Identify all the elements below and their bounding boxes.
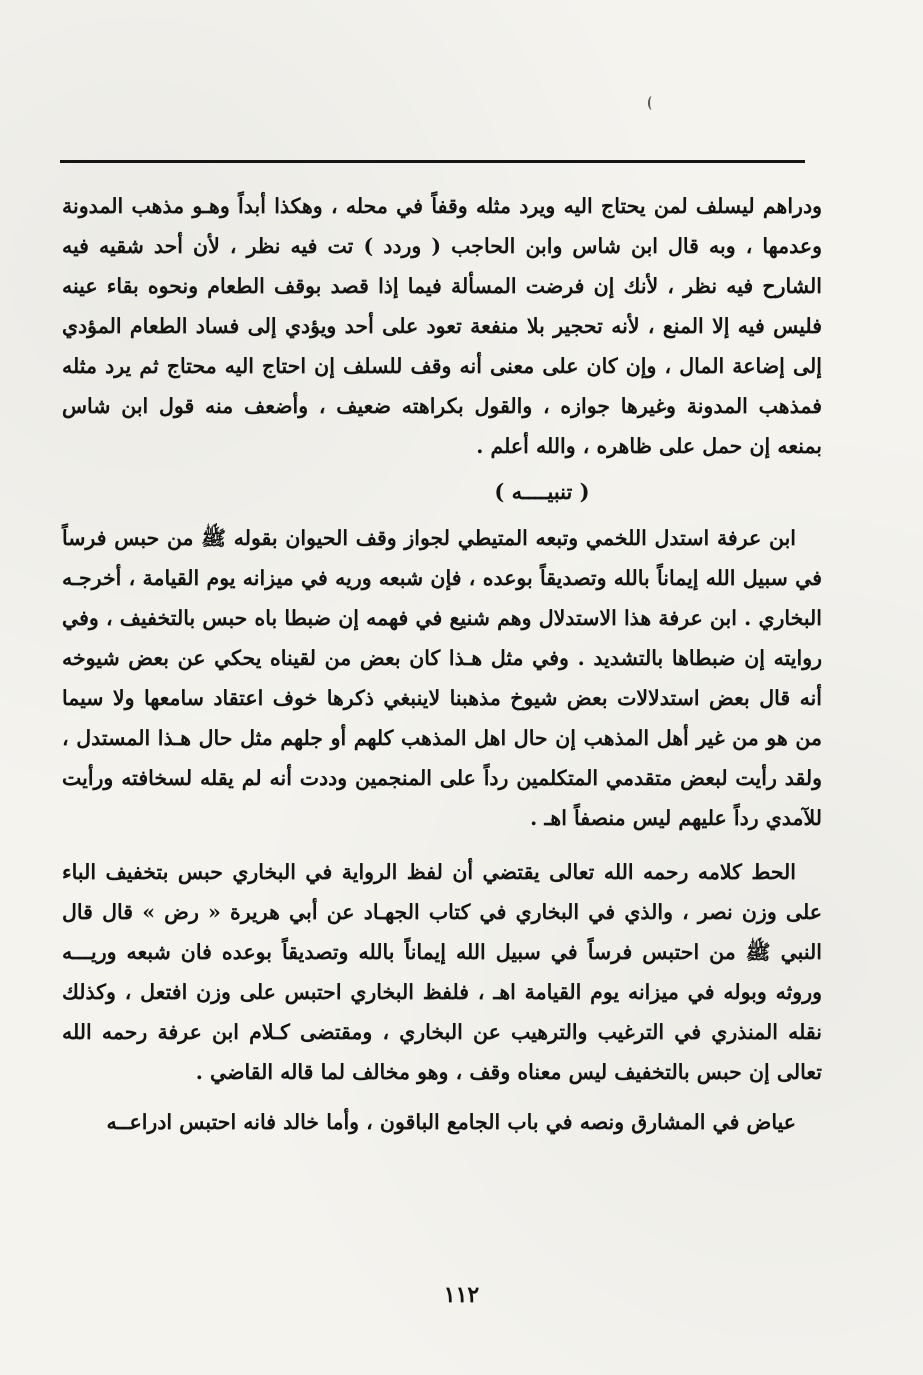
section-heading-tanbih: ( تنبيــــه ) bbox=[494, 479, 590, 504]
paragraph-waqf-dirhams: ودراهم ليسلف لمن يحتاج اليه ويرد مثله وقفاً في محله ، وهكذا أبداً وهـو مذهب المدونة وعدمها ، وبه قال ابن شاس وابن الحاجب ( وردد ) تت فيه نظر ، لأن أحد شقيه فيه الشارح فيه نظر ، لأنك إن فرضت المسألة فيما إذا قصد بوقف الطعام ونحوه بقاء عينه فليس فيه إلا المنع ، لأنه تحجير بلا منفعة تعود على أحد ويؤدي إلى فساد الطعام المؤدي إلى إضاعة المال ، وإن كان على معنى أنه وقف للسلف إن احتاج اليه محتاج ثم يرد مثله فمذهب المدونة وغيرها جوازه ، والقول بكراهته ضعيف ، وأضعف منه قول ابن شاس بمنعه إن حمل على ظاهره ، والله أعلم . bbox=[62, 194, 822, 458]
paragraph-hattab: الحط كلامه رحمه الله تعالى يقتضي أن لفظ الرواية في البخاري حبس بتخفيف الباء على وزن نصر ، والذي في البخاري في كتاب الجهـاد عن أبي هريرة « رض » قال قال النبي ﷺ من احتبس فرساً في سبيل الله إيماناً بالله وتصديقاً بوعده فان شبعه وريـــه وروثه وبوله في ميزانه يوم القيامة اهـ ، فلفظ البخاري احتبس على وزن افتعل ، وكذلك نقله المنذري في الترغيب والترهيب عن البخاري ، ومقتضى كـلام ابن عرفة رحمه الله تعالى إن حبس بالتخفيف ليس معناه وقف ، وهو مخالف لما قاله القاضي . bbox=[62, 860, 822, 1084]
body-text bbox=[62, 186, 822, 1142]
page-number: ١١٢ bbox=[443, 1282, 480, 1308]
paragraph-iyad: عياض في المشارق ونصه في باب الجامع الباقون ، وأما خالد فانه احتبس ادراعــه bbox=[106, 1110, 796, 1134]
paragraph-ibn-arafa: ابن عرفة استدل اللخمي وتبعه المتيطي لجواز وقف الحيوان بقوله ﷺ من حبس فرساً في سبيل الله إيماناً بالله وتصديقاً بوعده ، فإن شبعه وريه في ميزانه يوم القيامة ، أخرجـه البخاري . ابن عرفة هذا الاستدلال وهم شنيع في فهمه إن ضبطا باه حبس بالتخفيف ، وفي روايته إن ضبطاها بالتشديد . وفي مثل هـذا كان بعض من لقيناه يحكي عن بعض شيوخه أنه قال بعض استدلالات بعض شيوخ مذهبنا لاينبغي ذكرها خوف اعتقاد سامعها ولا سيما من هو من غير أهل المذهب إن حال اهل المذهب كلهم أو جلهم مثل حال هـذا المستدل ، ولقد رأيت لبعض متقدمي المتكلمين رداً على المنجمين وددت أنه لم يقله لسخافته ورأيت للآمدي رداً عليهم ليس منصفاً اهـ . bbox=[62, 526, 822, 830]
header-rule bbox=[60, 160, 805, 163]
ink-mark bbox=[648, 96, 656, 110]
